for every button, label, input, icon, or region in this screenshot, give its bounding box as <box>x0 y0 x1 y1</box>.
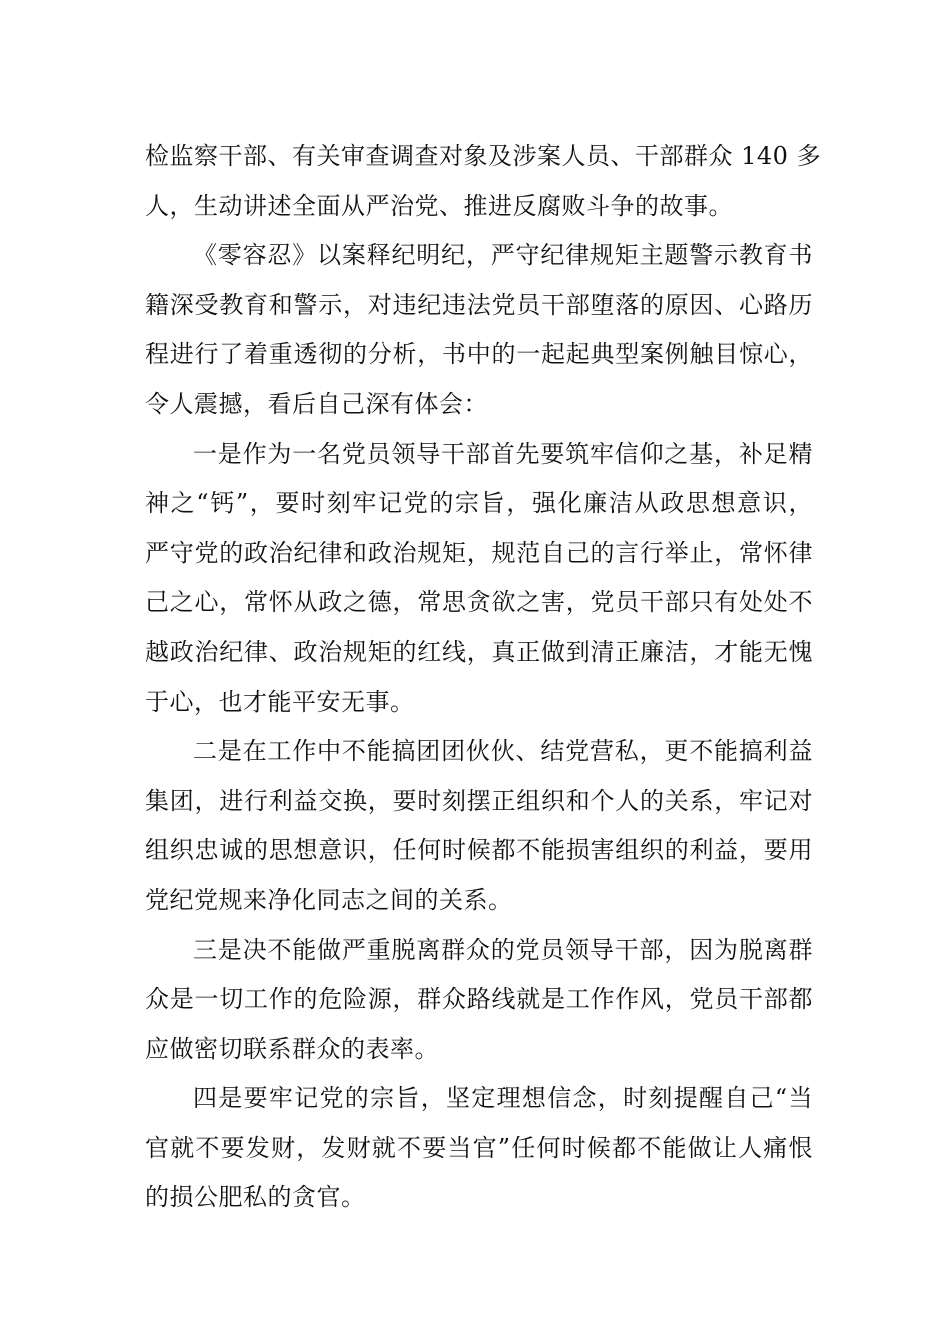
text-line: 严守党的政治纪律和政治规矩，规范自己的言行举止，常怀律 <box>145 538 813 567</box>
paragraph-4 <box>145 727 813 925</box>
text-line: 组织忠诚的思想意识，任何时候都不能损害组织的利益，要用 <box>145 836 813 865</box>
paragraph-5 <box>145 926 813 1075</box>
text-line: 令人震撼，看后自己深有体会： <box>145 389 488 418</box>
text-line: 的损公肥私的贪官。 <box>145 1183 366 1212</box>
document-body <box>145 132 822 1223</box>
text-line: 集团，进行利益交换，要时刻摆正组织和个人的关系，牢记对 <box>145 786 813 815</box>
paragraph-2 <box>145 231 813 429</box>
text-line: 党纪党规来净化同志之间的关系。 <box>145 885 513 914</box>
text-line: 三是决不能做严重脱离群众的党员领导干部，因为脱离群 <box>193 935 813 964</box>
text-line: 四是要牢记党的宗旨，坚定理想信念，时刻提醒自己“当 <box>193 1084 813 1113</box>
text-line: 众是一切工作的危险源，群众路线就是工作作风，党员干部都 <box>145 985 813 1014</box>
text-line: 神之“钙”，要时刻牢记党的宗旨，强化廉洁从政思想意识， <box>145 489 813 518</box>
text-line: 于心，也才能平安无事。 <box>145 687 415 716</box>
text-line: 人，生动讲述全面从严治党、推进反腐败斗争的故事。 <box>145 191 733 220</box>
text-line: 越政治纪律、政治规矩的红线，真正做到清正廉洁，才能无愧 <box>145 637 813 666</box>
paragraph-3 <box>145 430 813 728</box>
text-line: 《零容忍》以案释纪明纪，严守纪律规矩主题警示教育书 <box>193 241 813 270</box>
text-line: 检监察干部、有关审查调查对象及涉案人员、干部群众 140 多 <box>145 142 822 170</box>
text-line: 程进行了着重透彻的分析，书中的一起起典型案例触目惊心， <box>145 340 813 369</box>
paragraph-1 <box>145 132 822 231</box>
text-line: 二是在工作中不能搞团团伙伙、结党营私，更不能搞利益 <box>193 737 813 766</box>
paragraph-6 <box>145 1074 813 1223</box>
text-line: 籍深受教育和警示，对违纪违法党员干部堕落的原因、心路历 <box>145 290 813 319</box>
text-line: 己之心，常怀从政之德，常思贪欲之害，党员干部只有处处不 <box>145 588 813 617</box>
text-line: 应做密切联系群众的表率。 <box>145 1034 439 1063</box>
text-line: 一是作为一名党员领导干部首先要筑牢信仰之基，补足精 <box>193 439 813 468</box>
text-line: 官就不要发财，发财就不要当官”任何时候都不能做让人痛恨 <box>145 1133 813 1162</box>
